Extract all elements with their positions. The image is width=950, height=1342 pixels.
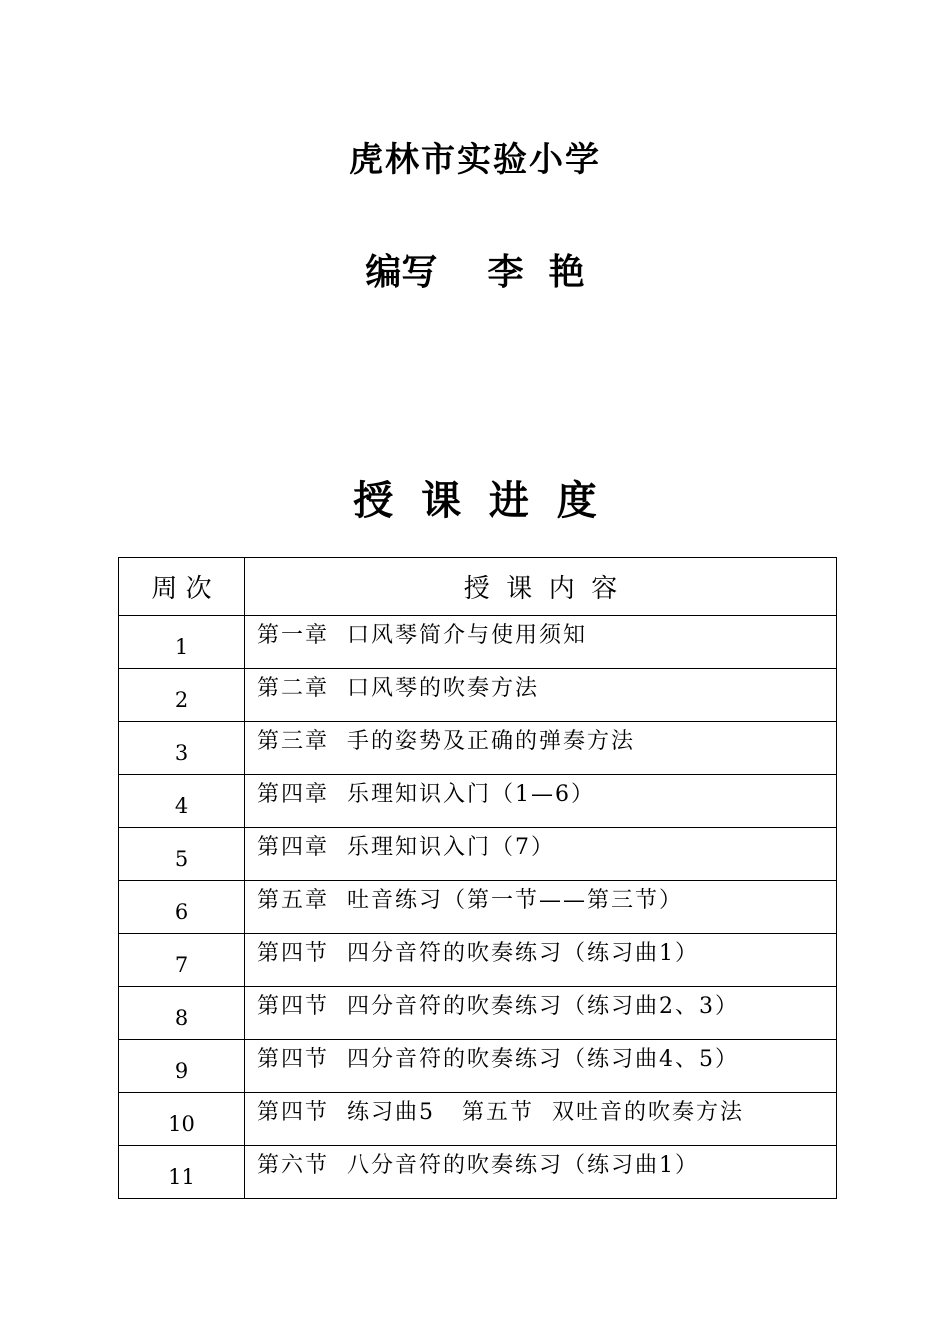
table-row: [119, 775, 837, 828]
table-row: [119, 881, 837, 934]
week-cell: 11: [119, 1146, 245, 1199]
content-cell: 第四节 四分音符的吹奏练习（练习曲2、3）: [245, 987, 837, 1040]
table-row: [119, 669, 837, 722]
week-cell: 10: [119, 1093, 245, 1146]
week-cell: 6: [119, 881, 245, 934]
week-cell: 4: [119, 775, 245, 828]
content-cell: 第四节 四分音符的吹奏练习（练习曲4、5）: [245, 1040, 837, 1093]
content-cell: 第三章 手的姿势及正确的弹奏方法: [245, 722, 837, 775]
week-cell: 7: [119, 934, 245, 987]
table-row: [119, 828, 837, 881]
week-column-header: 周 次: [119, 558, 245, 616]
author-line: 编写 李 艳: [365, 252, 585, 293]
week-cell: 3: [119, 722, 245, 775]
table-row: [119, 987, 837, 1040]
table-row: [119, 1146, 837, 1199]
week-cell: 5: [119, 828, 245, 881]
week-cell: 9: [119, 1040, 245, 1093]
teaching-schedule-table: [118, 557, 837, 1199]
week-cell: 8: [119, 987, 245, 1040]
school-name: 虎林市实验小学: [349, 140, 601, 180]
content-cell: 第四节 练习曲5 第五节 双吐音的吹奏方法: [245, 1093, 837, 1146]
table-row: [119, 1093, 837, 1146]
content-column-header: 授 课 内 容: [245, 558, 837, 616]
content-cell: 第四章 乐理知识入门（1—6）: [245, 775, 837, 828]
document-title: 授 课 进 度: [353, 478, 597, 524]
content-cell: 第二章 口风琴的吹奏方法: [245, 669, 837, 722]
table-row: [119, 722, 837, 775]
table-row: [119, 1040, 837, 1093]
week-cell: 1: [119, 616, 245, 669]
table-header-row: [119, 558, 837, 616]
content-cell: 第四章 乐理知识入门（7）: [245, 828, 837, 881]
content-cell: 第一章 口风琴简介与使用须知: [245, 616, 837, 669]
content-cell: 第六节 八分音符的吹奏练习（练习曲1）: [245, 1146, 837, 1199]
content-cell: 第五章 吐音练习（第一节——第三节）: [245, 881, 837, 934]
content-cell: 第四节 四分音符的吹奏练习（练习曲1）: [245, 934, 837, 987]
table-row: [119, 934, 837, 987]
week-cell: 2: [119, 669, 245, 722]
table-row: [119, 616, 837, 669]
